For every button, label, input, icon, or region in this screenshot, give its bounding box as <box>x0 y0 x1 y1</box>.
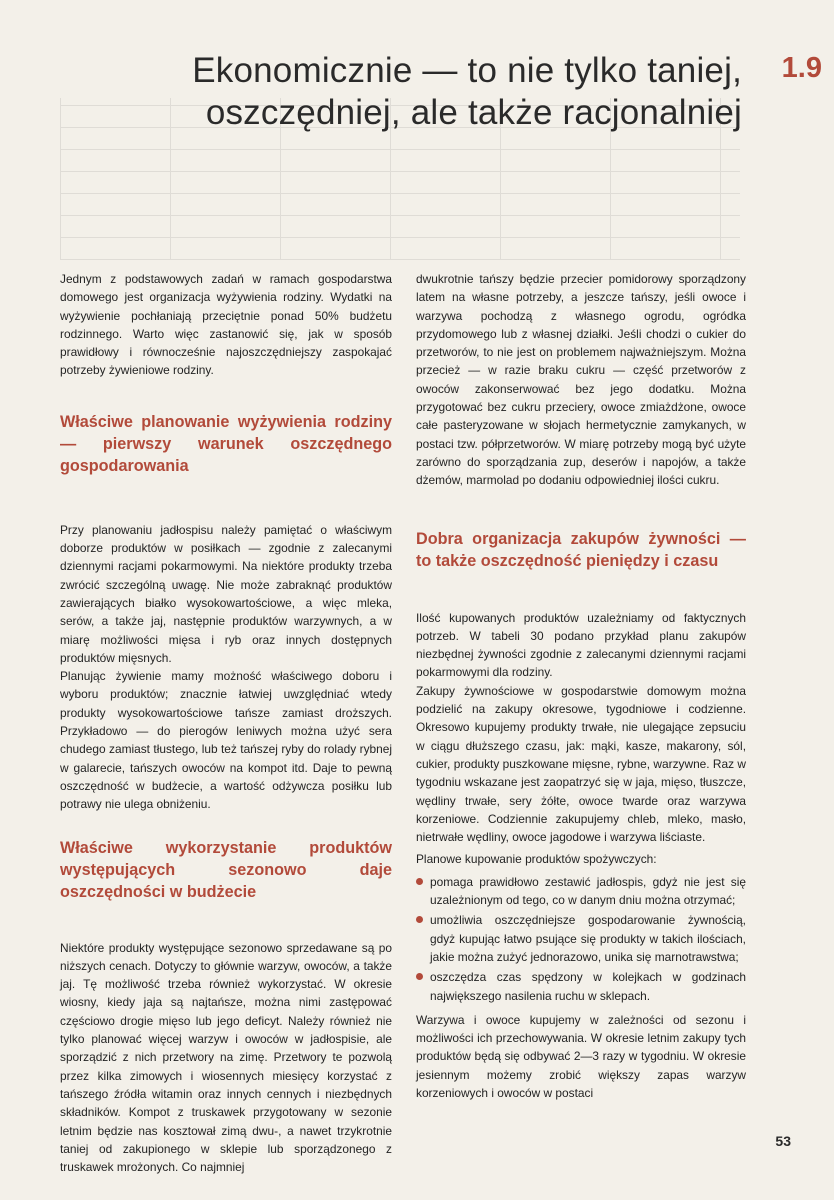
shopping-paragraph-2: Zakupy żywnościowe w gospodarstwie domowym można podzielić na zakupy okresowe, tygodniowe i codzienne. Okresowo kupujemy produkty trwałe, nie ulegające zepsuciu w ciągu dłuższego czasu, jak: mąki, kasze, makarony, sól, cukier, produkty puszkowane mięsne, rybne, warzywne. Raz w tygodniu wskazane jest zaopatrzyć się w jaja, mięso, tłuszcze, wędliny trwałe, sery żółte, owoce twarde oraz warzywa korzeniowe. Codziennie zakupujemy chleb, mleko, masło, nietrwałe wędliny, owoce jagodowe i warzywa liściaste. <box>416 683 746 845</box>
page-title <box>192 50 742 134</box>
continued-paragraph: dwukrotnie tańszy będzie przecier pomidorowy sporządzony latem na własne potrzeby, a jeszcze tańszy, jeśli owoce i warzywa pochodzą z własnego ogrodu, ogródka przydomowego lub z własnej działki. Jeśli chodzi o cukier do przetworów, to nie jest on problemem najważniejszym. Można przecież — w razie braku cukru — część przetworów z owoców zakonserwować bez jego dodatku. Można przygotować bez cukru przeciery, owoce zmiażdżone, owoce całe pasteryzowane w słojach hermetycznie zamykanych, w postaci tzw. półprzetworów. W miarę potrzeby mogą być użyte zarówno do sporządzania zup, deserów i napojów, a także dżemów, marmolad po dodaniu odpowiedniej ilości cukru. <box>416 272 746 488</box>
list-item: oszczędza czas spędzony w kolejkach w godzinach największego nasilenia ruchu w sklepach. <box>416 968 746 1005</box>
seasonal-paragraph: Niektóre produkty występujące sezonowo sprzedawane są po niższych cenach. Dotyczy to głównie warzyw, owoców, a także jaj. Tę możliwość trzeba również wykorzystać. W okresie wiosny, kiedy jaja są najtańsze, można nimi zastępować częściowo drogie mięso lub jego deficyt. Należy również nie tylko planować więcej warzyw i owoców w jadłospisie, ale sporządzić z nich przetwory na zimę. Przetwory te pozwolą przez kilka zimowych i wiosennych miesięcy korzystać z tańszego źródła witamin oraz innych cennych i niezbędnych składników. Kompot z truskawek przygotowany w sezonie letnim będzie nas kosztował zimą dwu-, a nawet trzykrotnie taniej od zakupionego w sklepie lub sporządzonego z truskawek mrożonych. Co najmniej <box>60 940 392 1175</box>
heading-planning: Właściwe planowanie wyżywienia rodziny — pierwszy warunek oszczędnego gospodarowania <box>60 412 392 475</box>
list-item: pomaga prawidłowo zestawić jadłospis, gdyż nie jest się uzależnionym od tego, co w danym dniu można otrzymać; <box>416 873 746 910</box>
intro-paragraph: Jednym z podstawowych zadań w ramach gospodarstwa domowego jest organizacja wyżywienia rodziny. Wydatki na wyżywienie pochłaniają przeciętnie ponad 50% budżetu rodzinnego. Warto więc zastanowić się, jak w sposób prawidłowy i równocześnie najoszczędniejszy zaspokajać potrzeby żywieniowe rodziny. <box>60 272 392 378</box>
title-line-1: Ekonomicznie — to nie tylko taniej, <box>192 51 742 90</box>
shopping-paragraph-1: Ilość kupowanych produktów uzależniamy od faktycznych potrzeb. W tabeli 30 podano przykład planu zakupów niezbędnej żywności zgodnie z zalecanymi dziennymi racjami pokarmowymi dla rodziny. <box>416 610 746 680</box>
shopping-paragraph-4: Warzywa i owoce kupujemy w zależności od sezonu i możliwości ich przechowywania. W okresie letnim zakupy tych produktów będą się odbywać 2—3 razy w tygodniu. W okresie jesiennym możemy zrobić większy zapas warzyw korzeniowych i owoców w postaci <box>416 1012 746 1100</box>
list-item: umożliwia oszczędniejsze gospodarowanie żywnością, gdyż kupując łatwo psujące się produkty w takich ilościach, jakie można zużyć jednorazowo, unika się marnotrawstwa; <box>416 911 746 966</box>
heading-seasonal: Właściwe wykorzystanie produktów występujących sezonowo daje oszczędności w budżecie <box>60 838 392 901</box>
benefits-list <box>416 873 746 1005</box>
heading-shopping: Dobra organizacja zakupów żywności — to także oszczędność pieniędzy i czasu <box>416 529 746 570</box>
chapter-number: 1.9 <box>781 52 822 84</box>
page-number: 53 <box>775 1133 791 1149</box>
title-line-2: oszczędniej, ale także racjonalniej <box>205 93 742 132</box>
right-column <box>416 270 746 1102</box>
left-column <box>60 270 392 1176</box>
shopping-paragraph-3: Planowe kupowanie produktów spożywczych: <box>416 852 657 867</box>
planning-paragraph-1: Przy planowaniu jadłospisu należy pamiętać o właściwym doborze produktów w posiłkach — zgodnie z zalecanymi dziennymi racjami pokarmowymi. Na niektóre produkty trzeba zwrócić szczególną uwagę. Nie może zabraknąć produktów zawierających białko wysokowartościowe, a więc mleka, serów, a także jaj, następnie produktów warzywnych, a w miarę możliwości mięsa i ryb oraz innych dostępnych produktów mięsnych. <box>60 522 392 665</box>
planning-paragraph-2: Planując żywienie mamy możność właściwego doboru i wyboru produktów; znacznie łatwiej uwzględniać wtedy produkty wysokowartościowe tańsze zamiast droższych. Przykładowo — do pierogów leniwych można użyć sera chudego zamiast tłustego, lub też tańszej ryby do rolady rybnej w galarecie, tańszych owoców na kompot itd. Daje to pewną oszczędność w budżecie, a wartość odżywcza posiłku lub potrawy nie ulega obniżeniu. <box>60 669 392 812</box>
